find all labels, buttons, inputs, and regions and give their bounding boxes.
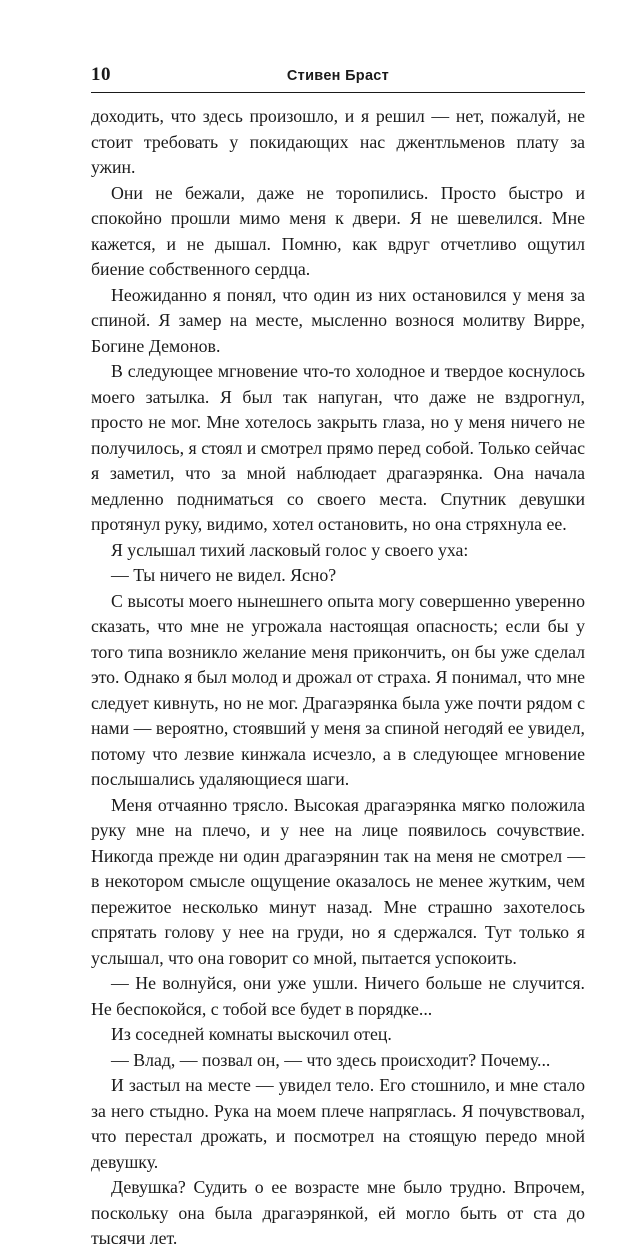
paragraph: Девушка? Судить о ее возрасте мне было трудно. Впрочем, поскольку она была драгаэрянкой, ей могло быть от ста до тысячи лет. xyxy=(91,1177,585,1248)
paragraph: Они не бежали, даже не торопились. Просто быстро и спокойно прошли мимо меня к двери. Я не шевелился. Мне кажется, и не дышал. Помню, как вдруг отчетливо ощутил биение собственного сердца. xyxy=(91,182,585,279)
paragraph: Меня отчаянно трясло. Высокая драгаэрянка мягко положила руку мне на плечо, и у нее на лице появилось сочувствие. Никогда прежде ни один драгаэрянин так на меня не смотрел — в некотором смысле ощущение оказалось не менее жутким, чем пережитое несколько минут назад. Мне страшно захотелось спрятать голову у нее на груди, но я сдержался. Тут только я услышал, что она говорит со мной, пытается успокоить. xyxy=(91,794,585,968)
paragraph: Я услышал тихий ласковый голос у своего уха: xyxy=(111,539,469,560)
book-page xyxy=(91,62,585,1252)
dialogue-line: — Ты ничего не видел. Ясно? xyxy=(111,565,337,585)
body-text xyxy=(91,104,585,1252)
running-header xyxy=(91,62,585,93)
paragraph: С высоты моего нынешнего опыта могу совершенно уверенно сказать, что мне не угрожала настоящая опасность; если бы у того типа возникло желание меня прикончить, он бы уже сделал это. Однако я был молод и дрожал от страха. Я понимал, что мне следует кивнуть, но не мог. Драгаэрянка была уже почти рядом с нами — вероятно, стоявший у меня за спиной негодяй ее увидел, потому что лезвие кинжала исчезло, а в следующее мгновение послышались удаляющиеся шаги. xyxy=(91,590,585,789)
paragraph: В следующее мгновение что-то холодное и твердое коснулось моего затылка. Я был так напуган, что даже не вздрогнул, просто не мог. Мне хотелось закрыть глаза, но у меня ничего не получилось, я стоял и смотрел прямо перед собой. Только сейчас я заметил, что за мной наблюдает драгаэрянка. Она начала медленно подниматься со своего места. Спутник девушки протянул руку, видимо, хотел остановить, но она стряхнула ее. xyxy=(91,361,585,534)
dialogue-line: — Не волнуйся, они уже ушли. Ничего больше не случится. Не беспокойся, с тобой все будет в порядке... xyxy=(91,973,585,1019)
page-number: 10 xyxy=(91,64,111,85)
paragraph: И застыл на месте — увидел тело. Его стошнило, и мне стало за него стыдно. Рука на моем плече напряглась. Я почувствовал, что перестал дрожать, и посмотрел на стоящую передо мной девушку. xyxy=(91,1075,585,1172)
paragraph: Из соседней комнаты выскочил отец. xyxy=(111,1024,392,1044)
dialogue-line: — Влад, — позвал он, — что здесь происходит? Почему... xyxy=(111,1049,551,1070)
paragraph: доходить, что здесь произошло, и я решил — нет, пожалуй, не стоит требовать у покидающих нас джентльменов плату за ужин. xyxy=(91,106,585,177)
paragraph: Неожиданно я понял, что один из них остановился у меня за спиной. Я замер на месте, мысленно вознося молитву Вирре, Богине Демонов. xyxy=(91,284,585,356)
running-title-author: Стивен Браст xyxy=(286,68,390,84)
